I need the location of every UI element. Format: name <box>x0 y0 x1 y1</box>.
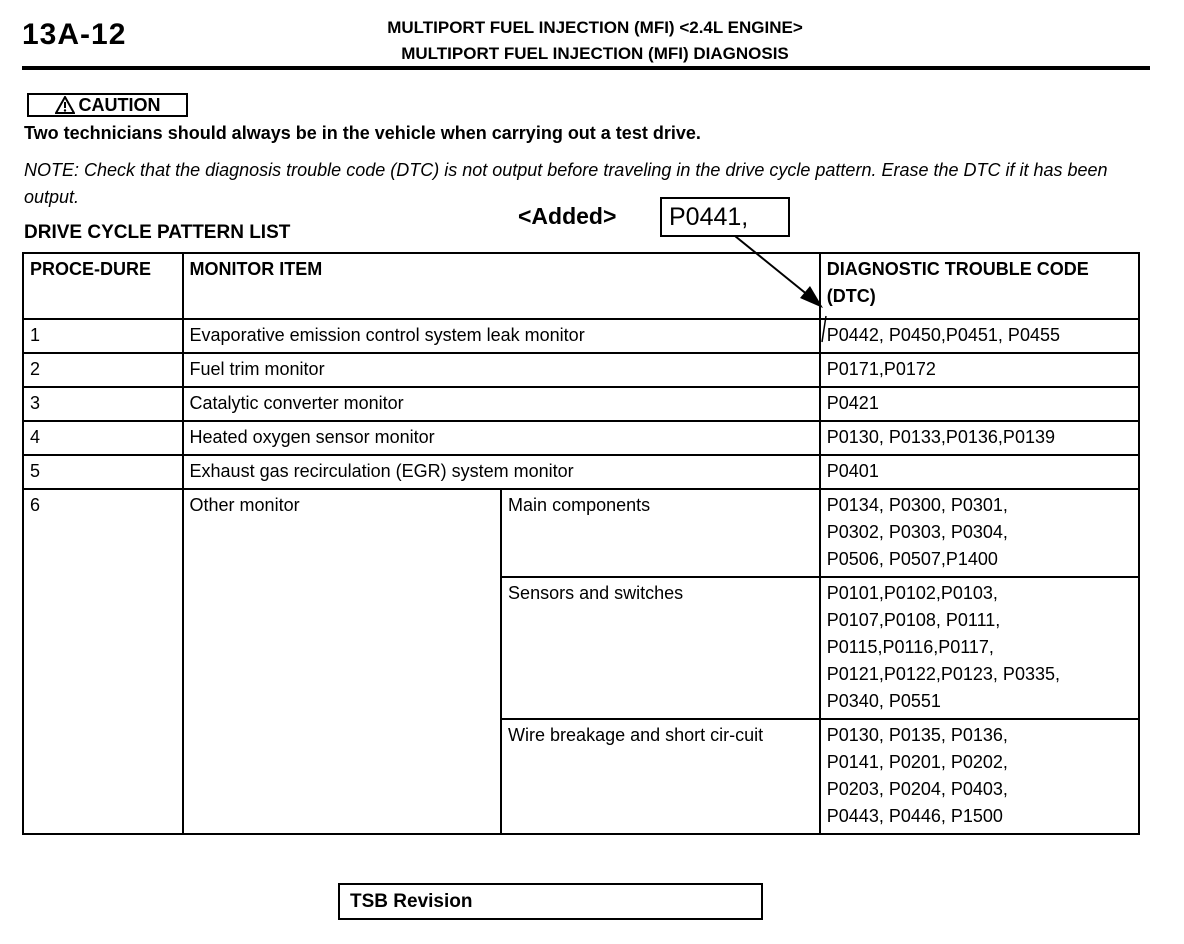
dtc-line: P0302, P0303, P0304, <box>826 522 1008 542</box>
warning-triangle-icon <box>55 96 75 114</box>
dtc-line: P0121,P0122,P0123, P0335, <box>826 664 1060 684</box>
caution-text: Two technicians should always be in the vehicle when carrying out a test drive. <box>24 123 701 143</box>
row-procedure: 6 <box>23 489 183 834</box>
row-monitor: Other monitor <box>183 489 502 834</box>
note-body: Check that the diagnosis trouble code (DTC) is not output before traveling in the drive cycle pattern. Erase the DTC if it has been output. <box>24 160 1108 207</box>
header-dtc: DIAGNOSTIC TROUBLE CODE (DTC) <box>820 253 1139 319</box>
table-row <box>23 319 1139 353</box>
dtc-line: P0130, P0135, P0136, <box>826 725 1008 745</box>
dtc-line: P0107,P0108, P0111, <box>826 610 1001 630</box>
row-monitor: Catalytic converter monitor <box>183 387 820 421</box>
sub-monitor-item: Sensors and switches <box>501 577 820 719</box>
row-monitor: Evaporative emission control system leak monitor <box>183 319 820 353</box>
row-monitor: Exhaust gas recirculation (EGR) system monitor <box>183 455 820 489</box>
row-dtc: P0401 <box>820 455 1139 489</box>
note-prefix: NOTE: <box>24 160 80 180</box>
row-monitor: Heated oxygen sensor monitor <box>183 421 820 455</box>
page-number: 13A-12 <box>22 18 127 51</box>
row-procedure: 3 <box>23 387 183 421</box>
table-row <box>23 421 1139 455</box>
dtc-line: P0101,P0102,P0103, <box>826 583 998 603</box>
row-procedure: 1 <box>23 319 183 353</box>
sub-monitor-item: Wire breakage and short cir-cuit <box>501 719 820 834</box>
row-dtc <box>820 577 1139 719</box>
header-procedure: PROCE-DURE <box>23 253 183 319</box>
dtc-line: P0115,P0116,P0117, <box>826 637 994 657</box>
dtc-line: P0203, P0204, P0403, <box>826 779 1008 799</box>
row-dtc: P0171,P0172 <box>820 353 1139 387</box>
row-dtc: P0421 <box>820 387 1139 421</box>
table-title: DRIVE CYCLE PATTERN LIST <box>24 222 291 243</box>
row-procedure: 5 <box>23 455 183 489</box>
drive-cycle-table <box>22 252 1140 835</box>
header-title-line-2: MULTIPORT FUEL INJECTION (MFI) DIAGNOSIS <box>401 44 789 63</box>
dtc-line: P0134, P0300, P0301, <box>826 495 1008 515</box>
row-dtc <box>820 489 1139 577</box>
header-rule <box>22 66 1150 70</box>
table-row <box>23 387 1139 421</box>
table-row <box>23 353 1139 387</box>
row-dtc: P0130, P0133,P0136,P0139 <box>820 421 1139 455</box>
caution-label: CAUTION <box>78 94 161 115</box>
row-dtc <box>820 719 1139 834</box>
table-header-row <box>23 253 1139 319</box>
added-label: <Added> <box>518 203 617 229</box>
header-title-line-1: MULTIPORT FUEL INJECTION (MFI) <2.4L ENGINE> <box>387 18 803 37</box>
dtc-line: P0141, P0201, P0202, <box>826 752 1008 772</box>
tsb-revision-box: TSB Revision <box>338 883 763 920</box>
dtc-line: P0340, P0551 <box>826 691 941 711</box>
row-dtc: P0442, P0450,P0451, P0455 <box>820 319 1139 353</box>
row-procedure: 4 <box>23 421 183 455</box>
row-monitor: Fuel trim monitor <box>183 353 820 387</box>
dtc-line: P0443, P0446, P1500 <box>826 806 1003 826</box>
table-row <box>23 489 1139 577</box>
added-code-box: P0441, <box>660 197 790 237</box>
dtc-line: P0506, P0507,P1400 <box>826 549 998 569</box>
sub-monitor-item: Main components <box>501 489 820 577</box>
row-procedure: 2 <box>23 353 183 387</box>
header-monitor-item: MONITOR ITEM <box>183 253 820 319</box>
table-row <box>23 455 1139 489</box>
caution-box <box>27 93 188 117</box>
